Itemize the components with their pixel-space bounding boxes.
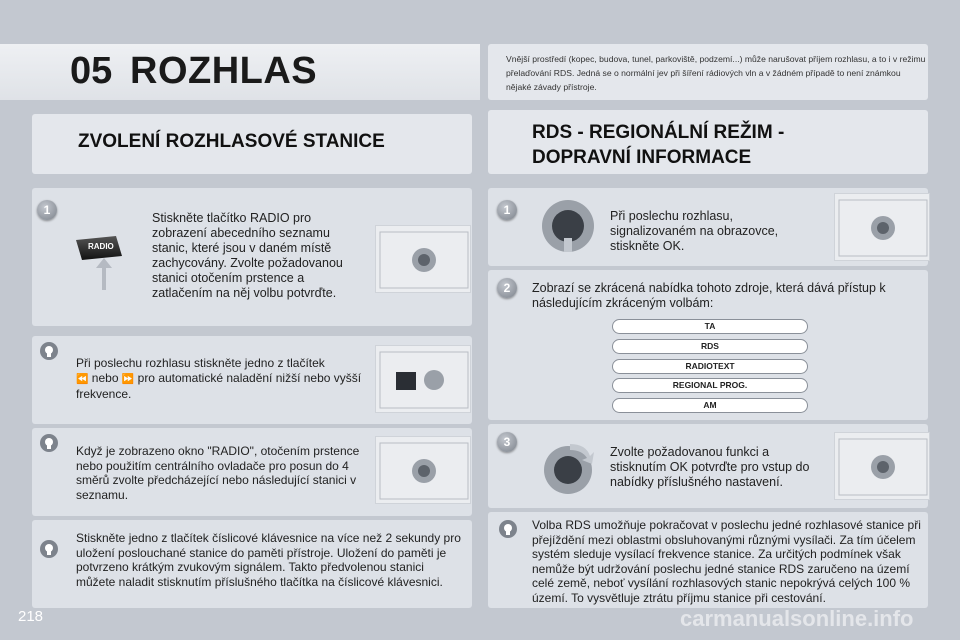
right-section-title [532, 120, 784, 170]
menu-option-regional-prog[interactable]: REGIONAL PROG. [612, 378, 808, 393]
left-step1-text: Stiskněte tlačítko RADIO pro zobrazení abecedního seznamu stanic, které jsou v daném místě zachycovány. Zvolte požadovanou stanici otočením prstence a zatlačením na něj volbu potvrďte. [152, 211, 343, 300]
header-note: Vnější prostředí (kopec, budova, tunel, parkoviště, podzemí...) může narušovat příjem rozhlasu, a to i v režimu přelaďování RDS. Jedná se o normální jev při šíření rádiových vln a v žádném případě to není známkou nějaké závady přístroje. [506, 54, 926, 92]
tip1-text-part-b: nebo [91, 370, 119, 385]
right-step3-text: Zvolte požadovanou funkci a stisknutím OK potvrďte pro vstup do nabídky příslušného nastavení. [610, 445, 810, 489]
step-number-badge: 1 [497, 200, 517, 220]
right-tip-text: Volba RDS umožňuje pokračovat v poslechu jedné rozhlasové stanice při přejíždění mezi oblastmi obsluhovanými různými vysílači. Za tím účelem systém sleduje vysílací frekvence stanice. Za určitých podmínek však nemůže být udržování poslechu jedné stanice RDS zaručeno na území celé země, neboť vysílání rozhlasových stanic nepokrývá celých 100 % území. To vysvětluje ztrátu příjmu stanice při cestování. [532, 518, 921, 605]
radio-unit-illustration [375, 436, 471, 504]
right-title-line1: RDS - REGIONÁLNÍ REŽIM - [532, 122, 785, 143]
step-number-badge: 1 [37, 200, 57, 220]
left-tip2-text: Když je zobrazeno okno "RADIO", otočením prstence nebo použitím centrálního ovladače pro posun do 4 směrů zvolte předcházející nebo následující stanici v seznamu. [76, 444, 360, 502]
watermark: carmanualsonline.info [680, 606, 914, 631]
radio-unit-illustration [834, 432, 930, 500]
tip-lightbulb-icon [497, 518, 519, 540]
tip-lightbulb-icon [38, 432, 60, 454]
page-number: 218 [18, 608, 44, 625]
left-tip3-text: Stiskněte jedno z tlačítek číslicové klávesnice na více než 2 sekundy pro uložení poslouchané stanice do paměti přístroje. Uložení do paměti je potvrzeno krátkým zvukovým signálem. Takto předvolenou stanici můžete naladit stisknutím příslušného tlačítka na číslicové klávesnici. [76, 531, 461, 589]
tip1-text-part-c: pro automatické naladění nižší nebo vyšší frekvence. [76, 370, 362, 401]
right-step1-text: Při poslechu rozhlasu, signalizovaném na obrazovce, stiskněte OK. [610, 209, 779, 253]
rotate-knob-icon [540, 440, 596, 496]
left-section-title: ZVOLENÍ ROZHLASOVÉ STANICE [78, 131, 385, 152]
radio-button-label: RADIO [88, 242, 114, 251]
menu-option-radiotext[interactable]: RADIOTEXT [612, 359, 808, 374]
step-number-badge: 2 [497, 278, 517, 298]
right-step2-text: Zobrazí se zkrácená nabídka tohoto zdroje, která dává přístup k následujícím zkráceným volbám: [532, 281, 886, 310]
radio-unit-illustration [375, 225, 471, 293]
ok-knob-icon [540, 198, 596, 254]
menu-option-rds[interactable]: RDS [612, 339, 808, 354]
chapter-title: ROZHLAS [130, 50, 318, 92]
left-tip1-text [76, 356, 366, 402]
tip1-text-part-a: Při poslechu rozhlasu stiskněte jedno z tlačítek [76, 356, 325, 370]
chapter-number: 05 [70, 50, 113, 92]
seek-back-icon: ⏪ [76, 373, 89, 385]
menu-option-ta[interactable]: TA [612, 319, 808, 334]
right-title-line2: DOPRAVNÍ INFORMACE [532, 147, 752, 168]
step-number-badge: 3 [497, 432, 517, 452]
radio-unit-illustration [375, 345, 471, 413]
radio-button-icon [72, 228, 136, 292]
seek-forward-icon: ⏩ [121, 373, 135, 385]
menu-option-am[interactable]: AM [612, 398, 808, 413]
tip-lightbulb-icon [38, 538, 60, 560]
tip-lightbulb-icon [38, 340, 60, 362]
radio-unit-illustration [834, 193, 930, 261]
